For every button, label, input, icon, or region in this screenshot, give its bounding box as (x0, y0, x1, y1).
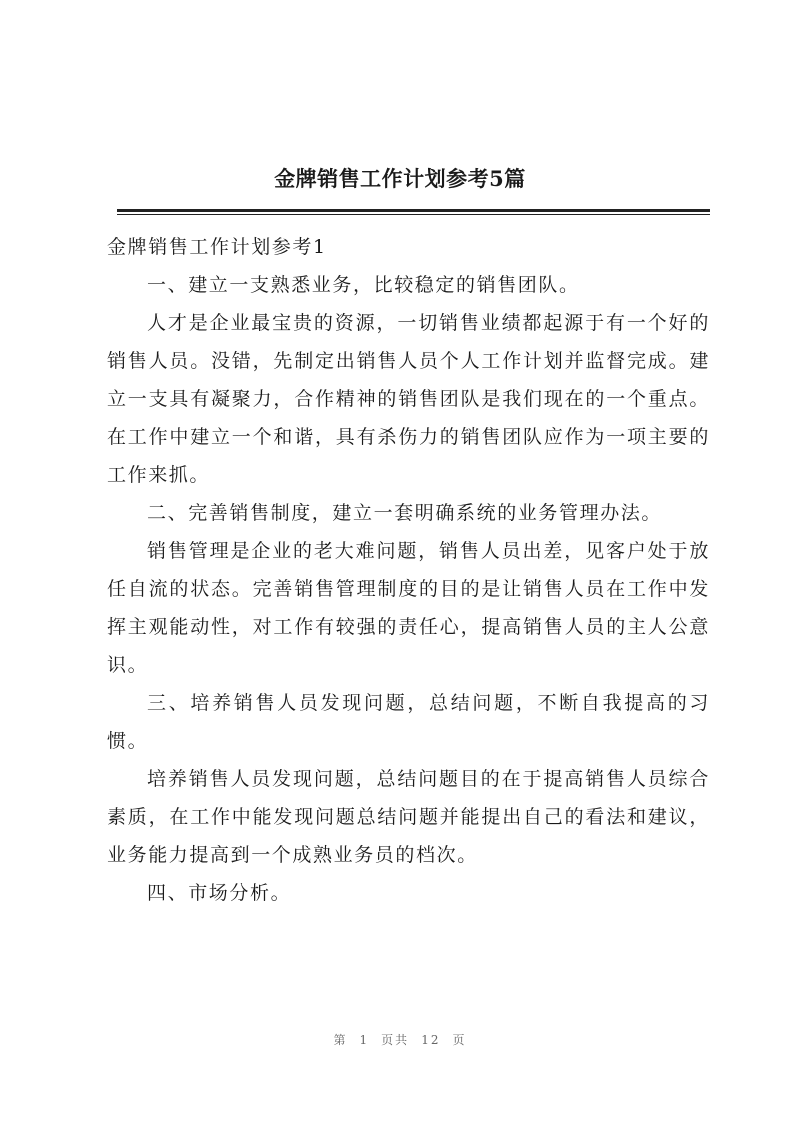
page-label-prefix: 第 (333, 1033, 348, 1047)
page-label-middle: 页共 (381, 1033, 410, 1047)
total-pages-number: 12 (421, 1033, 441, 1047)
page-footer (0, 1031, 800, 1048)
document-title: 金牌销售工作计划参考5篇 (274, 166, 526, 191)
section-heading: 金牌销售工作计划参考1 (107, 236, 327, 258)
page-label-suffix: 页 (452, 1033, 467, 1047)
paragraph-body-2: 销售管理是企业的老大难问题，销售人员出差，见客户处于放任自流的状态。完善销售管理制度的目的是让销售人员在工作中发挥主观能动性，对工作有较强的责任心，提高销售人员的主人公意识。 (107, 540, 710, 676)
title-divider-thick (117, 209, 710, 212)
title-divider-thin (117, 214, 710, 215)
document-body (107, 228, 710, 912)
paragraph-body-1: 人才是企业最宝贵的资源，一切销售业绩都起源于有一个好的销售人员。没错，先制定出销售人员个人工作计划并监督完成。建立一支具有凝聚力，合作精神的销售团队是我们现在的一个重点。在工作中建立一个和谐，具有杀伤力的销售团队应作为一项主要的工作来抓。 (107, 312, 710, 486)
paragraph-heading-4: 四、市场分析。 (147, 882, 292, 904)
paragraph-heading-2: 二、完善销售制度，建立一套明确系统的业务管理办法。 (147, 502, 663, 524)
current-page-number: 1 (359, 1033, 370, 1047)
paragraph-heading-1: 一、建立一支熟悉业务，比较稳定的销售团队。 (147, 274, 580, 296)
paragraph-heading-3: 三、培养销售人员发现问题，总结问题，不断自我提高的习惯。 (107, 692, 710, 752)
paragraph-body-3: 培养销售人员发现问题，总结问题目的在于提高销售人员综合素质，在工作中能发现问题总结问题并能提出自己的看法和建议，业务能力提高到一个成熟业务员的档次。 (107, 768, 710, 866)
